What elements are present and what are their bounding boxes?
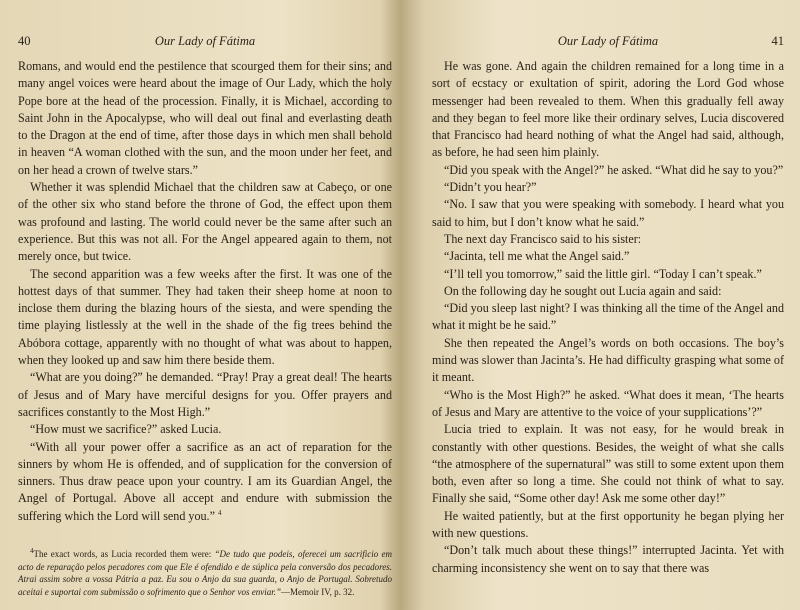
- right-paragraph: “Who is the Most High?” he asked. “What does it mean, ‘The hearts of Jesus and Mary are attentive to the voice of your supplications’?”: [432, 387, 784, 419]
- left-running-head: [18, 34, 392, 52]
- footnote-source: —Memoir IV, p. 32.: [280, 586, 355, 597]
- right-paragraph: He was gone. And again the children remained for a long time in a sort of ecstacy or exultation of spirit, adoring the Lord God whose messenger had been revealed to them. When this gradually fell away and they began to feel more like their ordinary selves, Lucia discovered that Francisco had heard nothing of what the Angel had said, although, as before, he had seen him plainly.: [432, 59, 784, 160]
- right-paragraph: “No. I saw that you were speaking with somebody. I heard what you said to him, but I don’t know what he said.”: [432, 197, 784, 229]
- right-paragraph: “Did you speak with the Angel?” he asked. “What did he say to you?”: [444, 162, 784, 177]
- right-body-text: [432, 58, 784, 577]
- left-paragraph: Whether it was splendid Michael that the children saw at Cabeço, or one of the other six who stand before the throne of God, the effect upon them was profound and lasting. The world could never be the same after such an experience. But this was not all. For the Angel appeared again to them, not merely once, but twice.: [18, 180, 392, 264]
- right-paragraph: He waited patiently, but at the first opportunity he began plying her with new questions.: [432, 508, 784, 541]
- right-running-title: Our Lady of Fátima: [557, 34, 659, 48]
- right-paragraph: Lucia tried to explain. It was not easy, for he would break in constantly with other questions. Besides, the weight of what she calls “the atmosphere of the supernatural” was still to some extent upon them both, even after so long a time. She could not think of what to say. Finally she said, “Some other day! Ask me some other day!”: [432, 422, 784, 506]
- left-paragraph: The second apparition was a few weeks after the first. It was one of the hottest days of that summer. They had taken their sheep home at noon to inclose them during the blazing hours of the siesta, and were spending the time playing listlessly at the well in the shade of the fig trees behind the Abóbora cottage, apparently with no thought of what was about to happen, when they looked up and saw him there beside them.: [18, 266, 392, 368]
- right-paragraph: “I’ll tell you tomorrow,” said the little girl. “Today I can’t speak.”: [444, 266, 762, 281]
- right-paragraph: The next day Francisco said to his sister:: [444, 231, 642, 246]
- left-paragraph: Romans, and would end the pestilence that scourged them for their sins; and many angel voices were heard about the image of Our Lady, which the holy Pope bore at the head of the procession. Finally, it is Michael, according to Saint John in the Apocalypse, who will deal out final and everlasting death to the Dragon at the end of time, after those days in which men shall behold in heaven “A woman clothed with the sun, and the moon under her feet, and on her head a crown of twelve stars.”: [18, 59, 392, 177]
- left-paragraph-text: “With all your power offer a sacrifice as an act of reparation for the sinners by whom He is offended, and of supplication for the conversion of sinners. Thus draw peace upon your country. I am its Guardian Angel, the Angel of Portugal. Above all accept and endure with submission the suffering which the Lord will send you.”: [18, 439, 392, 523]
- right-paragraph: “Jacinta, tell me what the Angel said.”: [444, 249, 630, 264]
- right-paragraph: “Didn’t you hear?”: [444, 180, 537, 195]
- left-running-title: Our Lady of Fátima: [154, 34, 256, 48]
- footnote: [18, 539, 392, 598]
- footnote-lead: The exact words, as Lucia recorded them were:: [33, 549, 215, 560]
- left-paragraph-last: [18, 439, 392, 525]
- right-paragraph: “Did you sleep last night? I was thinking all the time of the Angel and what it might be he said.”: [432, 301, 784, 333]
- left-paragraph: “What are you doing?” he demanded. “Pray! Pray a great deal! The hearts of Jesus and of Mary have merciful designs for you. Offer prayers and sacrifices constantly to the Most High.”: [18, 370, 392, 419]
- left-body-text: [18, 58, 392, 525]
- right-paragraph: She then repeated the Angel’s words on both occasions. The boy’s mind was slower than Jacinta’s. He had difficulty grasping what some of it meant.: [432, 335, 784, 385]
- right-paragraph: On the following day he sought out Lucia again and said:: [444, 283, 722, 298]
- footnote-quote: “De tudo que podeis, oferecei um sacrificio em acto de reparação pelos pecadores com que Ele é ofendido e de súplica pela conversão dos pecadores. Atrai assim sobre a vossa Pátria a paz. Eu sou o Anjo da sua guarda, o Anjo de Portugal. Sobretudo aceitai e suportai com submissão o sofrimento que o Senhor vos enviar.”: [18, 549, 392, 597]
- footnote-reference: 4: [217, 508, 222, 517]
- right-page-number: 41: [771, 34, 784, 48]
- left-paragraph: “How must we sacrifice?” asked Lucia.: [30, 422, 222, 437]
- right-paragraph: “Don’t talk much about these things!” interrupted Jacinta. Yet with charming inconsistency she went on to say that there was: [432, 543, 784, 575]
- footnote-mark: 4: [30, 547, 34, 556]
- left-page-number: 40: [18, 34, 31, 48]
- right-page: [400, 0, 800, 610]
- right-running-head: [432, 34, 784, 52]
